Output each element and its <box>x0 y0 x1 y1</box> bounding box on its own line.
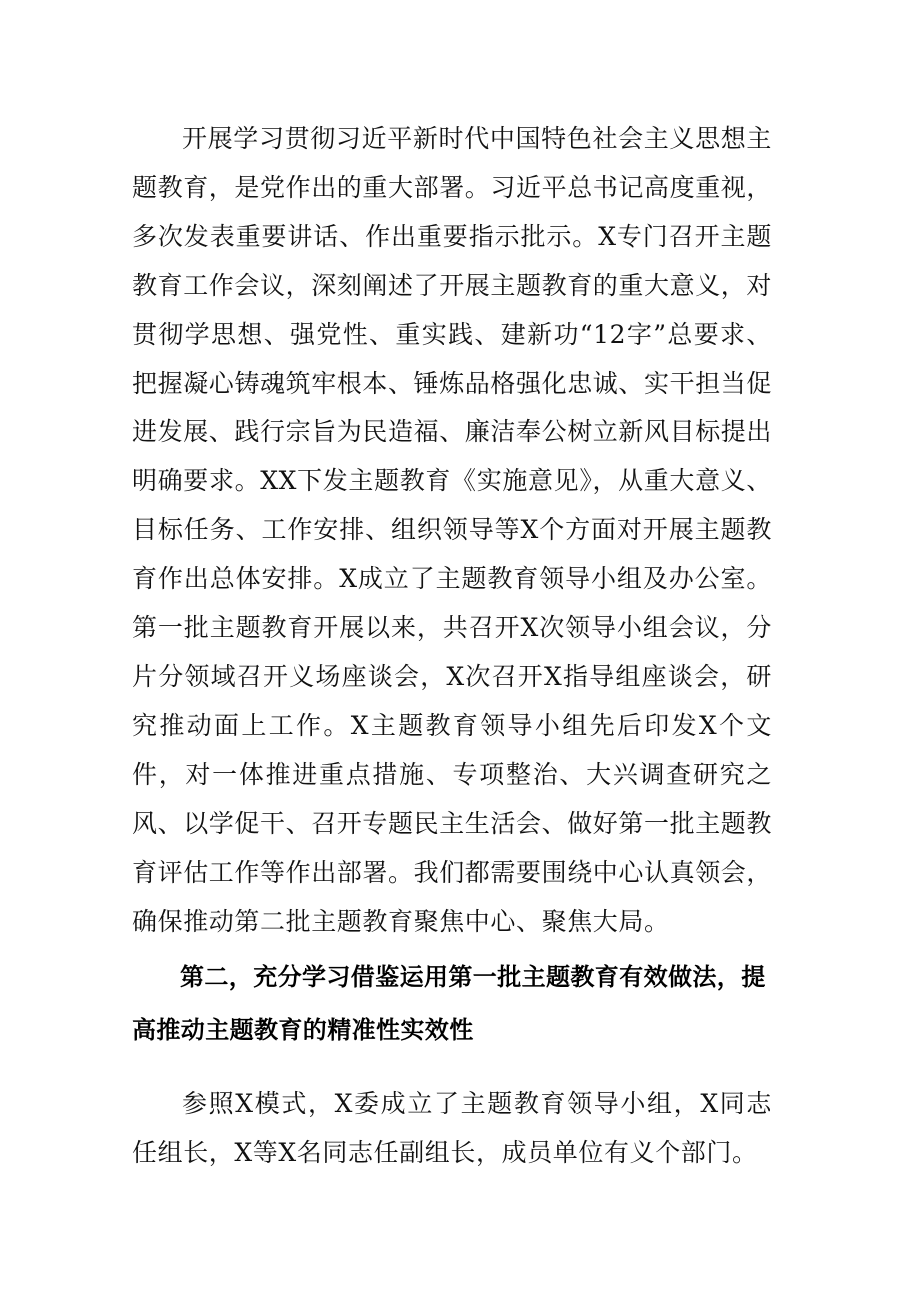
body-paragraph-1: 开展学习贯彻习近平新时代中国特色社会主义思想主题教育，是党作出的重大部署。习近平总书记高度重视，多次发表重要讲话、作出重要指示批示。X专门召开主题教育工作会议，深刻阐述了开展主题教育的重大意义，对贯彻学思想、强党性、重实践、建新功“12字”总要求、把握凝心铸魂筑牢根本、锤炼品格强化忠诚、实干担当促进发展、践行宗旨为民造福、廉洁奉公树立新风目标提出明确要求。XX下发主题教育《实施意见》，从重大意义、目标任务、工作安排、组织领导等X个方面对开展主题教育作出总体安排。X成立了主题教育领导小组及办公室。第一批主题教育开展以来，共召开X次领导小组会议，分片分领域召开义场座谈会，X次召开X指导组座谈会，研究推动面上工作。X主题教育领导小组先后印发X个文件，对一体推进重点措施、专项整治、大兴调查研究之风、以学促干、召开专题民主生活会、做好第一批主题教育评估工作等作出部署。我们都需要围绕中心认真领会，确保推动第二批主题教育聚焦中心、聚焦大局。 <box>132 124 773 936</box>
section-heading-2: 第二，充分学习借鉴运用第一批主题教育有效做法，提高推动主题教育的精准性实效性 <box>132 963 766 1044</box>
body-paragraph-3: 参照X模式，X委成立了主题教育领导小组，X同志任组长，X等X名同志任副组长，成员单位有义个部门。 <box>132 1089 772 1167</box>
